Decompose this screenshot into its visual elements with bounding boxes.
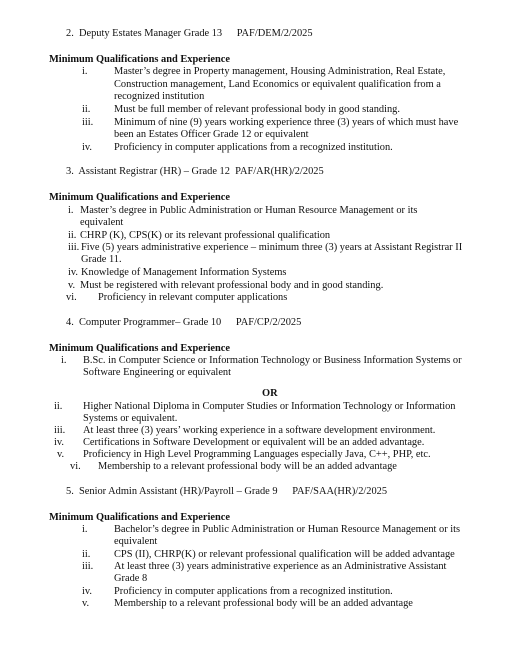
section-number: 3. (66, 166, 74, 177)
list-item-text: equivalent (80, 217, 124, 228)
section-2-title (66, 28, 313, 41)
list-marker: i. (68, 205, 74, 216)
list-item-text: equivalent (114, 536, 158, 547)
list-item-text: Higher National Diploma in Computer Studies or Information Technology or Information (83, 401, 456, 412)
section-heading: Minimum Qualifications and Experience (49, 54, 230, 65)
list-item-text: CHRP (K), CPS(K) or its relevant professional qualification (80, 230, 331, 241)
list-marker: iii. (54, 425, 66, 436)
list-marker: v. (57, 449, 65, 460)
list-item-text: Software Engineering or equivalent (83, 367, 232, 378)
list-item-text: Master’s degree in Public Administration or Human Resource Management or its (80, 205, 418, 216)
list-marker: ii. (54, 401, 63, 412)
section-heading: Minimum Qualifications and Experience (49, 343, 230, 354)
list-item-text: At least three (3) years’ working experience in a software development environment. (83, 425, 436, 436)
list-item-text: Minimum of nine (9) years working experience three (3) years of which must have (114, 117, 459, 128)
list-item-text: B.Sc. in Computer Science or Information Technology or Business Information Systems or (83, 355, 462, 366)
list-marker: ii. (82, 549, 91, 560)
list-marker: i. (82, 524, 88, 535)
list-marker: iv. (82, 586, 93, 597)
list-marker: ii. (68, 230, 77, 241)
list-item-text: Must be registered with relevant professional body and in good standing. (80, 280, 384, 291)
list-marker: iii. (68, 242, 80, 253)
list-marker: ii. (82, 104, 91, 115)
list-item-text: recognized institution (114, 91, 205, 102)
list-marker: iv. (82, 142, 93, 153)
position-title: Assistant Registrar (HR) – Grade 12 (78, 166, 230, 177)
list-item-text: Five (5) years administrative experience – minimum three (3) years at Assistant Registrar II (81, 242, 463, 253)
list-item-text: Construction management, Land Economics or equivalent qualification from a (114, 79, 441, 90)
list-item-text: Proficiency in relevant computer applications (98, 292, 288, 303)
list-marker: i. (82, 66, 88, 77)
list-item-text: Bachelor’s degree in Public Administration or Human Resource Management or its (114, 524, 461, 535)
list-marker: vi. (70, 461, 81, 472)
list-marker: iii. (82, 561, 94, 572)
section-number: 4. (66, 317, 74, 328)
list-marker: iv. (54, 437, 65, 448)
list-item-text: Grade 8 (114, 573, 148, 584)
list-item-text: Certifications in Software Development or equivalent will be an added advantage. (83, 437, 425, 448)
list-item-text: Grade 11. (81, 254, 122, 265)
section-number: 5. (66, 486, 74, 497)
list-marker: v. (82, 598, 90, 609)
list-marker: i. (61, 355, 67, 366)
list-item-text: Master’s degree in Property management, Housing Administration, Real Estate, (114, 66, 446, 77)
list-item-text: CPS (II), CHRP(K) or relevant professional qualification will be added advantage (114, 549, 455, 560)
list-item-text: Systems or equivalent. (83, 413, 178, 424)
list-item-text: Proficiency in High Level Programming Languages especially Java, C++, PHP, etc. (83, 449, 431, 460)
section-number: 2. (66, 28, 74, 39)
list-marker: vi. (66, 292, 77, 303)
list-item-text: Membership to a relevant professional body will be an added advantage (114, 598, 413, 609)
section-5-title (66, 486, 387, 499)
list-item-text: Membership to a relevant professional body will be an added advantage (98, 461, 397, 472)
position-title: Senior Admin Assistant (HR)/Payroll – Grade 9 (79, 486, 278, 497)
or-separator: OR (262, 388, 278, 399)
list-item-text: been an Estates Officer Grade 12 or equivalent (114, 129, 309, 140)
position-title: Computer Programmer– Grade 10 (79, 317, 222, 328)
section-heading: Minimum Qualifications and Experience (49, 512, 230, 523)
list-item-text: Proficiency in computer applications from a recognized institution. (114, 142, 393, 153)
list-marker: iv. (68, 267, 79, 278)
section-heading: Minimum Qualifications and Experience (49, 192, 230, 203)
position-title: Deputy Estates Manager Grade 13 (79, 28, 223, 39)
section-3-title (66, 166, 324, 179)
list-item-text: At least three (3) years administrative experience as an Administrative Assistant (114, 561, 447, 572)
section-4-title (66, 317, 301, 330)
reference-code: PAF/AR(HR)/2/2025 (235, 166, 324, 177)
list-marker: v. (68, 280, 76, 291)
reference-code: PAF/SAA(HR)/2/2025 (292, 486, 388, 497)
list-item-text: Proficiency in computer applications from a recognized institution. (114, 586, 393, 597)
reference-code: PAF/DEM/2/2025 (236, 28, 313, 39)
list-item-text: Knowledge of Management Information Systems (81, 267, 287, 278)
list-item-text: Must be full member of relevant professional body in good standing. (114, 104, 400, 115)
list-marker: iii. (82, 117, 94, 128)
reference-code: PAF/CP/2/2025 (235, 317, 302, 328)
